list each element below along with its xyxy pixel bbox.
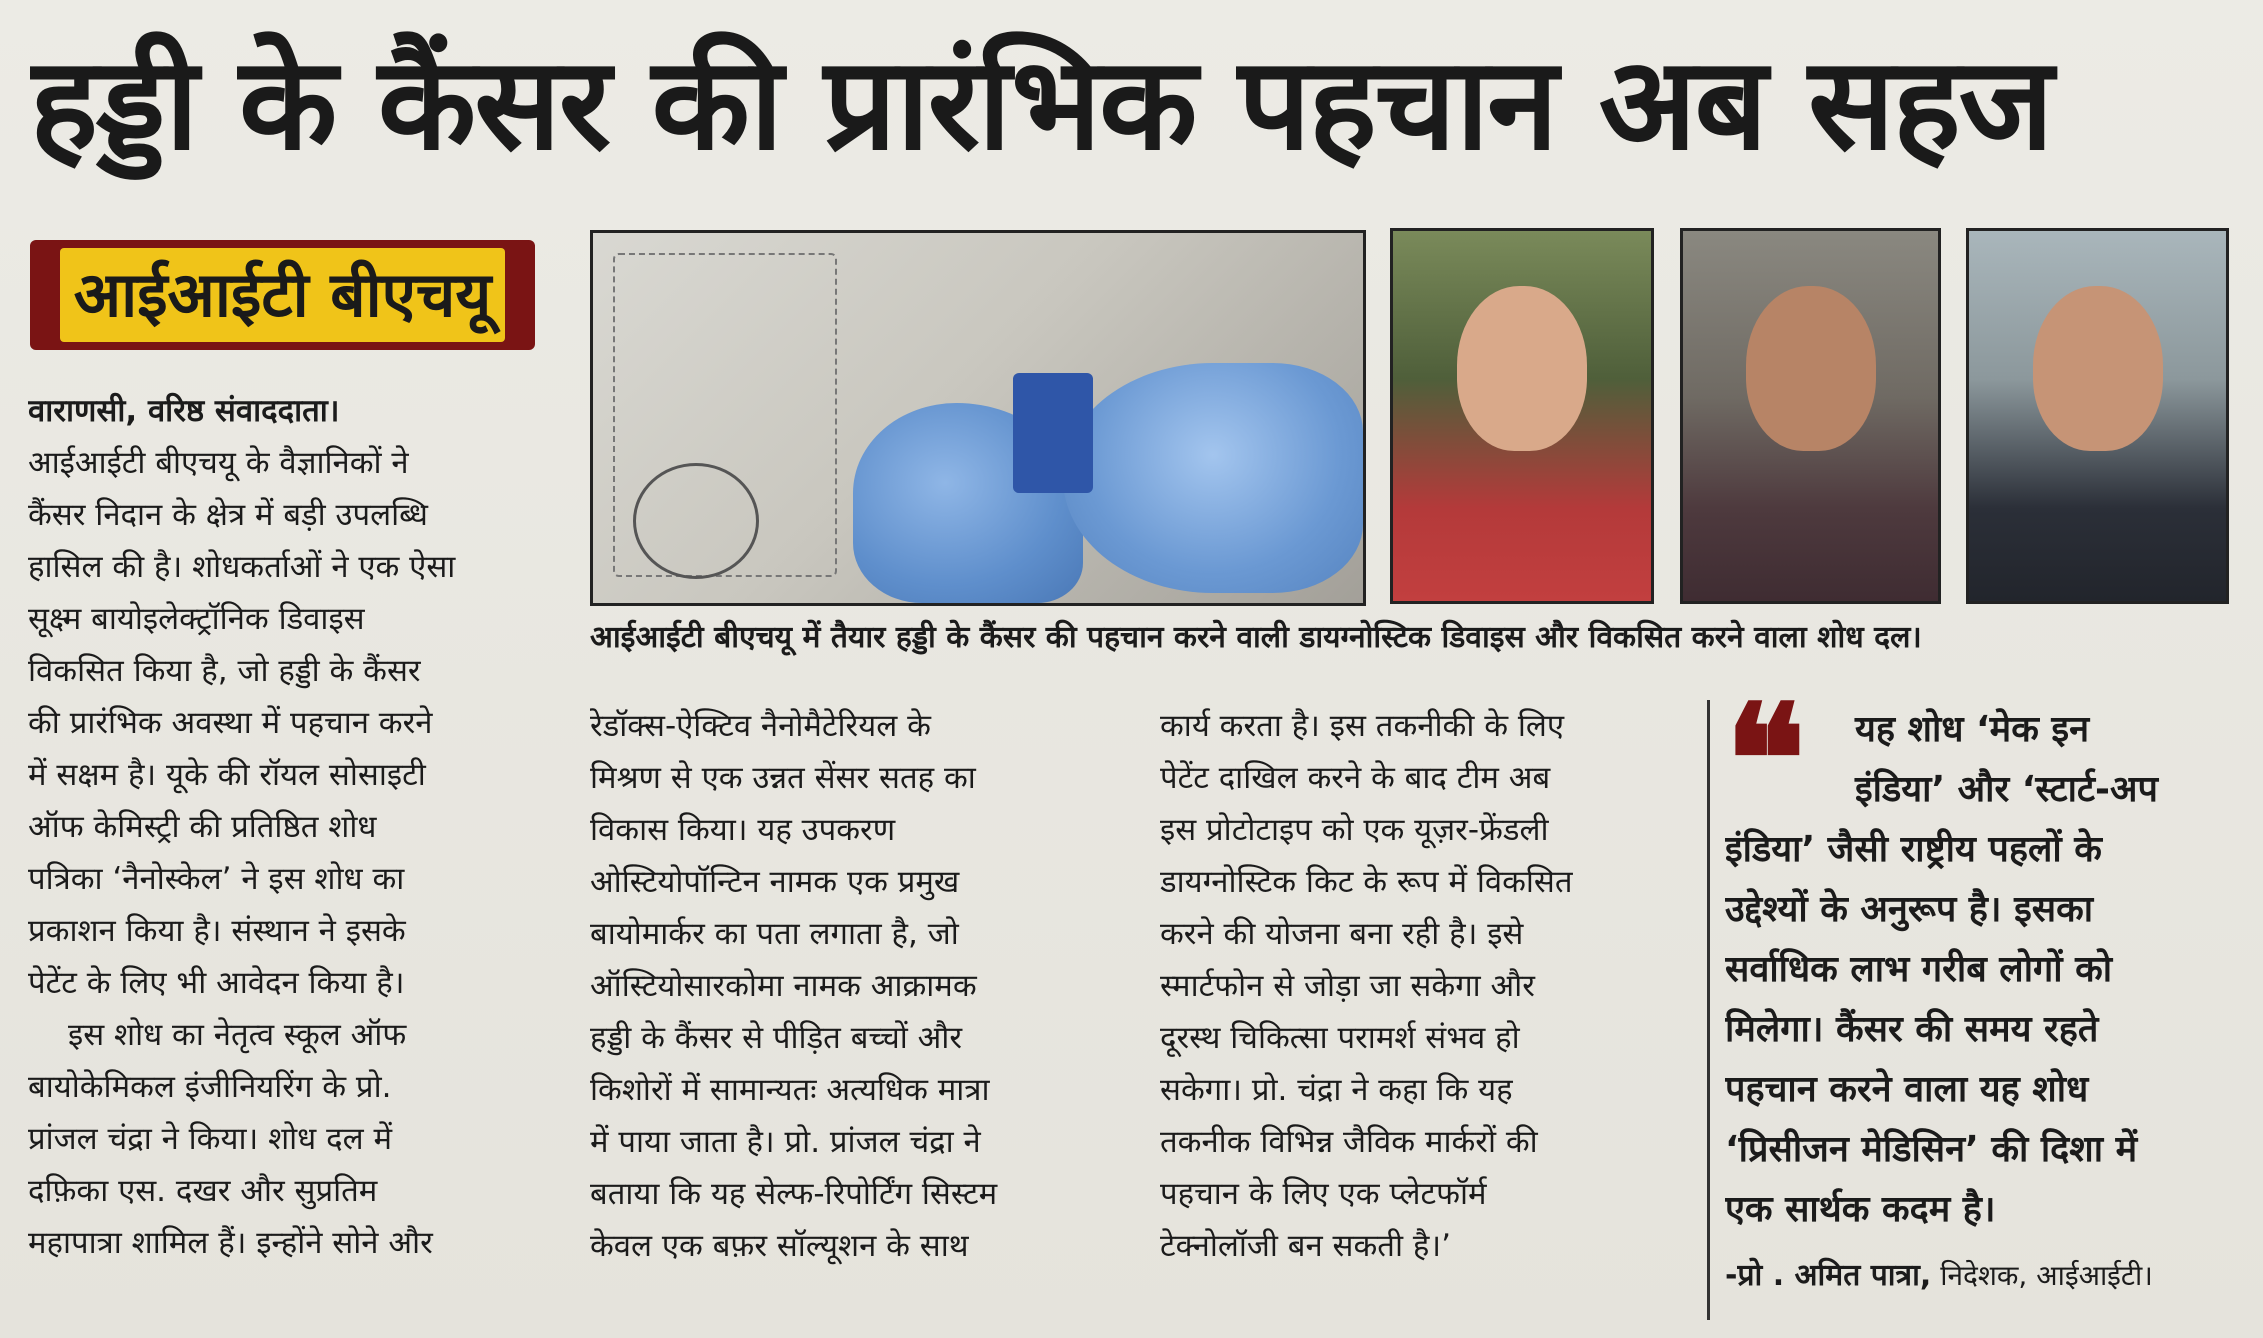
text-line: करने की योजना बना रही है। इसे — [1160, 916, 1524, 952]
text-line: कैंसर निदान के क्षेत्र में बड़ी उपलब्धि — [28, 497, 428, 533]
device-photo — [590, 230, 1366, 606]
text-line: सकेगा। प्रो. चंद्रा ने कहा कि यह — [1160, 1072, 1513, 1108]
column-divider — [1707, 700, 1710, 1320]
quote-line: यह शोध ‘मेक इन — [1855, 709, 2090, 750]
text-line: आईआईटी बीएचयू के वैज्ञानिकों ने — [28, 445, 409, 481]
face — [2033, 286, 2163, 451]
pull-quote — [1725, 672, 2240, 1320]
text-line: में सक्षम है। यूके की रॉयल सोसाइटी — [28, 757, 426, 793]
quote-line: ‘प्रिसीजन मेडिसिन’ की दिशा में — [1725, 1129, 2138, 1170]
text-line: दफ़िका एस. दखर और सुप्रतिम — [28, 1173, 378, 1209]
text-line: हड्डी के कैंसर से पीड़ित बच्चों और — [590, 1020, 963, 1056]
right-glove — [1063, 363, 1363, 593]
quote-line: सर्वाधिक लाभ गरीब लोगों को — [1725, 949, 2113, 990]
text-line: इस शोध का नेतृत्व स्कूल ऑफ — [68, 1017, 407, 1053]
text-line: ऑफ केमिस्ट्री की प्रतिष्ठित शोध — [28, 809, 377, 845]
researcher-photo-1 — [1390, 228, 1654, 604]
text-line: पत्रिका ‘नैनोस्केल’ ने इस शोध का — [28, 861, 405, 897]
text-line: प्रांजल चंद्रा ने किया। शोध दल में — [28, 1121, 392, 1157]
text-line: विकसित किया है, जो हड्डी के कैंसर — [28, 653, 421, 689]
text-line: इस प्रोटोटाइप को एक यूज़र-फ्रेंडली — [1160, 812, 1549, 848]
text-line: डायग्नोस्टिक किट के रूप में विकसित — [1160, 864, 1573, 900]
text-line: सूक्ष्म बायोइलेक्ट्रॉनिक डिवाइस — [28, 601, 365, 637]
text-line: स्मार्टफोन से जोड़ा जा सकेगा और — [1160, 968, 1535, 1004]
quote-attribution — [1725, 1250, 2240, 1302]
text-line: बताया कि यह सेल्फ-रिपोर्टिंग सिस्टम — [590, 1176, 998, 1212]
text-line: बायोमार्कर का पता लगाता है, जो — [590, 916, 959, 952]
quote-line: एक सार्थक कदम है। — [1725, 1189, 1996, 1230]
quote-line: इंडिया’ और ‘स्टार्ट-अप — [1855, 769, 2158, 810]
text-line: ऑस्टियोसारकोमा नामक आक्रामक — [590, 968, 977, 1004]
section-tag — [30, 240, 535, 350]
text-line: की प्रारंभिक अवस्था में पहचान करने — [28, 705, 433, 741]
face — [1746, 286, 1876, 451]
text-line: किशोरों में सामान्यतः अत्यधिक मात्रा — [590, 1072, 990, 1108]
text-line: पेटेंट के लिए भी आवेदन किया है। — [28, 965, 405, 1001]
text-line: कार्य करता है। इस तकनीकी के लिए — [1160, 708, 1565, 744]
quote-text — [1725, 672, 2230, 1240]
text-line: हासिल की है। शोधकर्ताओं ने एक ऐसा — [28, 549, 456, 585]
sensor-chip — [1013, 373, 1093, 493]
text-line: दूरस्थ चिकित्सा परामर्श संभव हो — [1160, 1020, 1520, 1056]
quote-line: मिलेगा। कैंसर की समय रहते — [1725, 1009, 2099, 1050]
headline: हड्डी के कैंसर की प्रारंभिक पहचान अब सहज — [30, 30, 2052, 179]
article-column-2 — [590, 700, 1100, 1272]
quote-mark-icon: ❝ — [1725, 672, 1806, 848]
article-column-1 — [28, 385, 533, 1269]
dateline: वाराणसी, वरिष्ठ संवाददाता। — [28, 393, 340, 429]
article-column-3 — [1160, 700, 1680, 1272]
attribution-name: -प्रो . अमित पात्रा, — [1725, 1258, 1932, 1293]
text-line: पेटेंट दाखिल करने के बाद टीम अब — [1160, 760, 1551, 796]
text-line: ओस्टियोपॉन्टिन नामक एक प्रमुख — [590, 864, 960, 900]
quote-line: इंडिया’ जैसी राष्ट्रीय पहलों के — [1725, 829, 2102, 870]
electrode-diagram — [633, 463, 759, 579]
photo-caption: आईआईटी बीएचयू में तैयार हड्डी के कैंसर की पहचान करने वाली डायग्नोस्टिक डिवाइस और विकसित करने वाला शोध दल। — [590, 620, 1922, 655]
researcher-photo-2 — [1680, 228, 1941, 604]
researcher-photo-3 — [1966, 228, 2229, 604]
text-line: प्रकाशन किया है। संस्थान ने इसके — [28, 913, 406, 949]
quote-line: उद्देश्यों के अनुरूप है। इसका — [1725, 889, 2094, 930]
text-line: में पाया जाता है। प्रो. प्रांजल चंद्रा ने — [590, 1124, 981, 1160]
text-line: महापात्रा शामिल हैं। इन्होंने सोने और — [28, 1225, 433, 1261]
quote-line: पहचान करने वाला यह शोध — [1725, 1069, 2089, 1110]
attribution-title: निदेशक, आईआईटी। — [1931, 1259, 2153, 1292]
text-line: तकनीक विभिन्न जैविक मार्करों की — [1160, 1124, 1538, 1160]
text-line: केवल एक बफ़र सॉल्यूशन के साथ — [590, 1228, 969, 1264]
text-line: रेडॉक्स-ऐक्टिव नैनोमैटेरियल के — [590, 708, 931, 744]
text-line: पहचान के लिए एक प्लेटफॉर्म — [1160, 1176, 1487, 1212]
text-line: विकास किया। यह उपकरण — [590, 812, 896, 848]
section-tag-label: आईआईटी बीएचयू — [60, 248, 505, 342]
face — [1457, 286, 1587, 451]
text-line: टेक्नोलॉजी बन सकती है।’ — [1160, 1228, 1451, 1264]
text-line: बायोकेमिकल इंजीनियरिंग के प्रो. — [28, 1069, 392, 1105]
text-line: मिश्रण से एक उन्नत सेंसर सतह का — [590, 760, 976, 796]
